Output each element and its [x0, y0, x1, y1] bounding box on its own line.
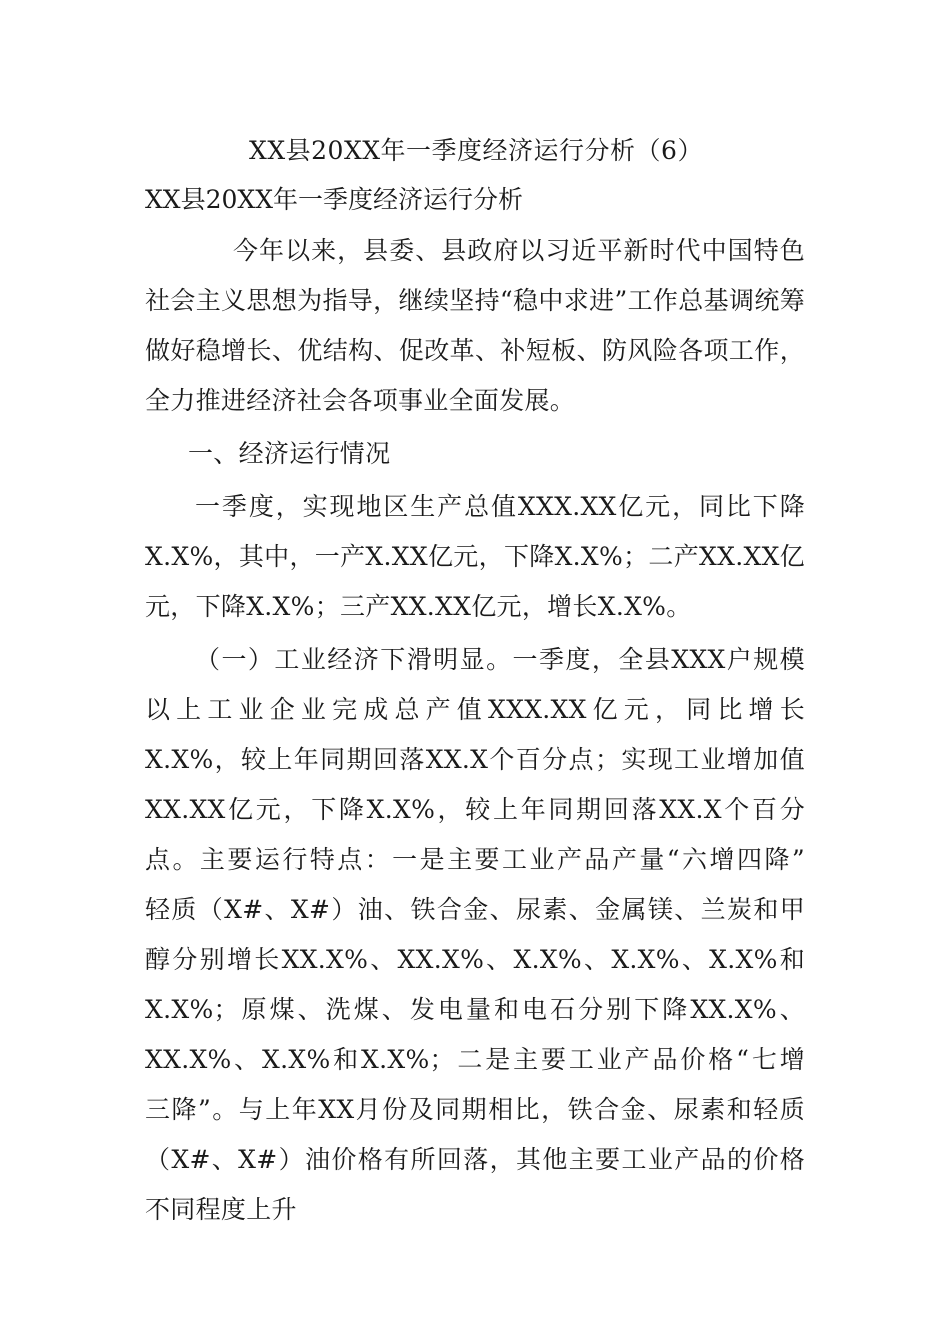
industry-line: 不同程度上升: [145, 1195, 297, 1224]
industry-line: X.X%；原煤、洗煤、发电量和电石分别下降XX.X%、: [145, 995, 805, 1024]
overview-paragraph: 一季度，实现地区生产总值XXX.XX亿元，同比下降X.X%，其中，一产X.XX亿元，下降X.X%；二产XX.XX亿元，下降X.X%；三产XX.XX亿元，增长X.X%。: [145, 492, 805, 621]
industry-line: （X#、X#）油价格有所回落，其他主要工业产品的价格: [145, 1145, 805, 1174]
industry-line: （一）工业经济下滑明显。一季度，全县XXX户规模: [195, 645, 805, 674]
industry-line: X.X%，较上年同期回落XX.X个百分点；实现工业增加值: [145, 745, 805, 774]
industry-line: XX.X%、X.X%和X.X%；二是主要工业产品价格“七增: [145, 1045, 805, 1074]
industry-line: 三降”。与上年XX月份及同期相比，铁合金、尿素和轻质: [145, 1095, 805, 1124]
section-heading: 一、经济运行情况: [188, 439, 391, 468]
industry-line: 醇分别增长XX.X%、XX.X%、X.X%、X.X%、X.X%和: [145, 945, 805, 974]
industry-line: XX.XX亿元，下降X.X%，较上年同期回落XX.X个百分: [145, 795, 805, 824]
document-title: XX县20XX年一季度经济运行分析（6）: [249, 136, 703, 165]
industry-paragraph: [145, 635, 805, 1235]
document-subtitle: XX县20XX年一季度经济运行分析: [145, 185, 524, 214]
intro-paragraph: 今年以来，县委、县政府以习近平新时代中国特色社会主义思想为指导，继续坚持“稳中求进”工作总基调统筹做好稳增长、优结构、促改革、补短板、防风险各项工作，全力推进经济社会各项事业全面发展。: [145, 236, 805, 415]
industry-line: 轻质（X#、X#）油、铁合金、尿素、金属镁、兰炭和甲: [145, 895, 805, 924]
industry-line: 以上工业企业完成总产值XXX.XX亿元，同比增长: [145, 695, 805, 724]
document-body: [145, 226, 805, 1235]
industry-line: 点。主要运行特点：一是主要工业产品产量“六增四降”: [145, 845, 805, 874]
